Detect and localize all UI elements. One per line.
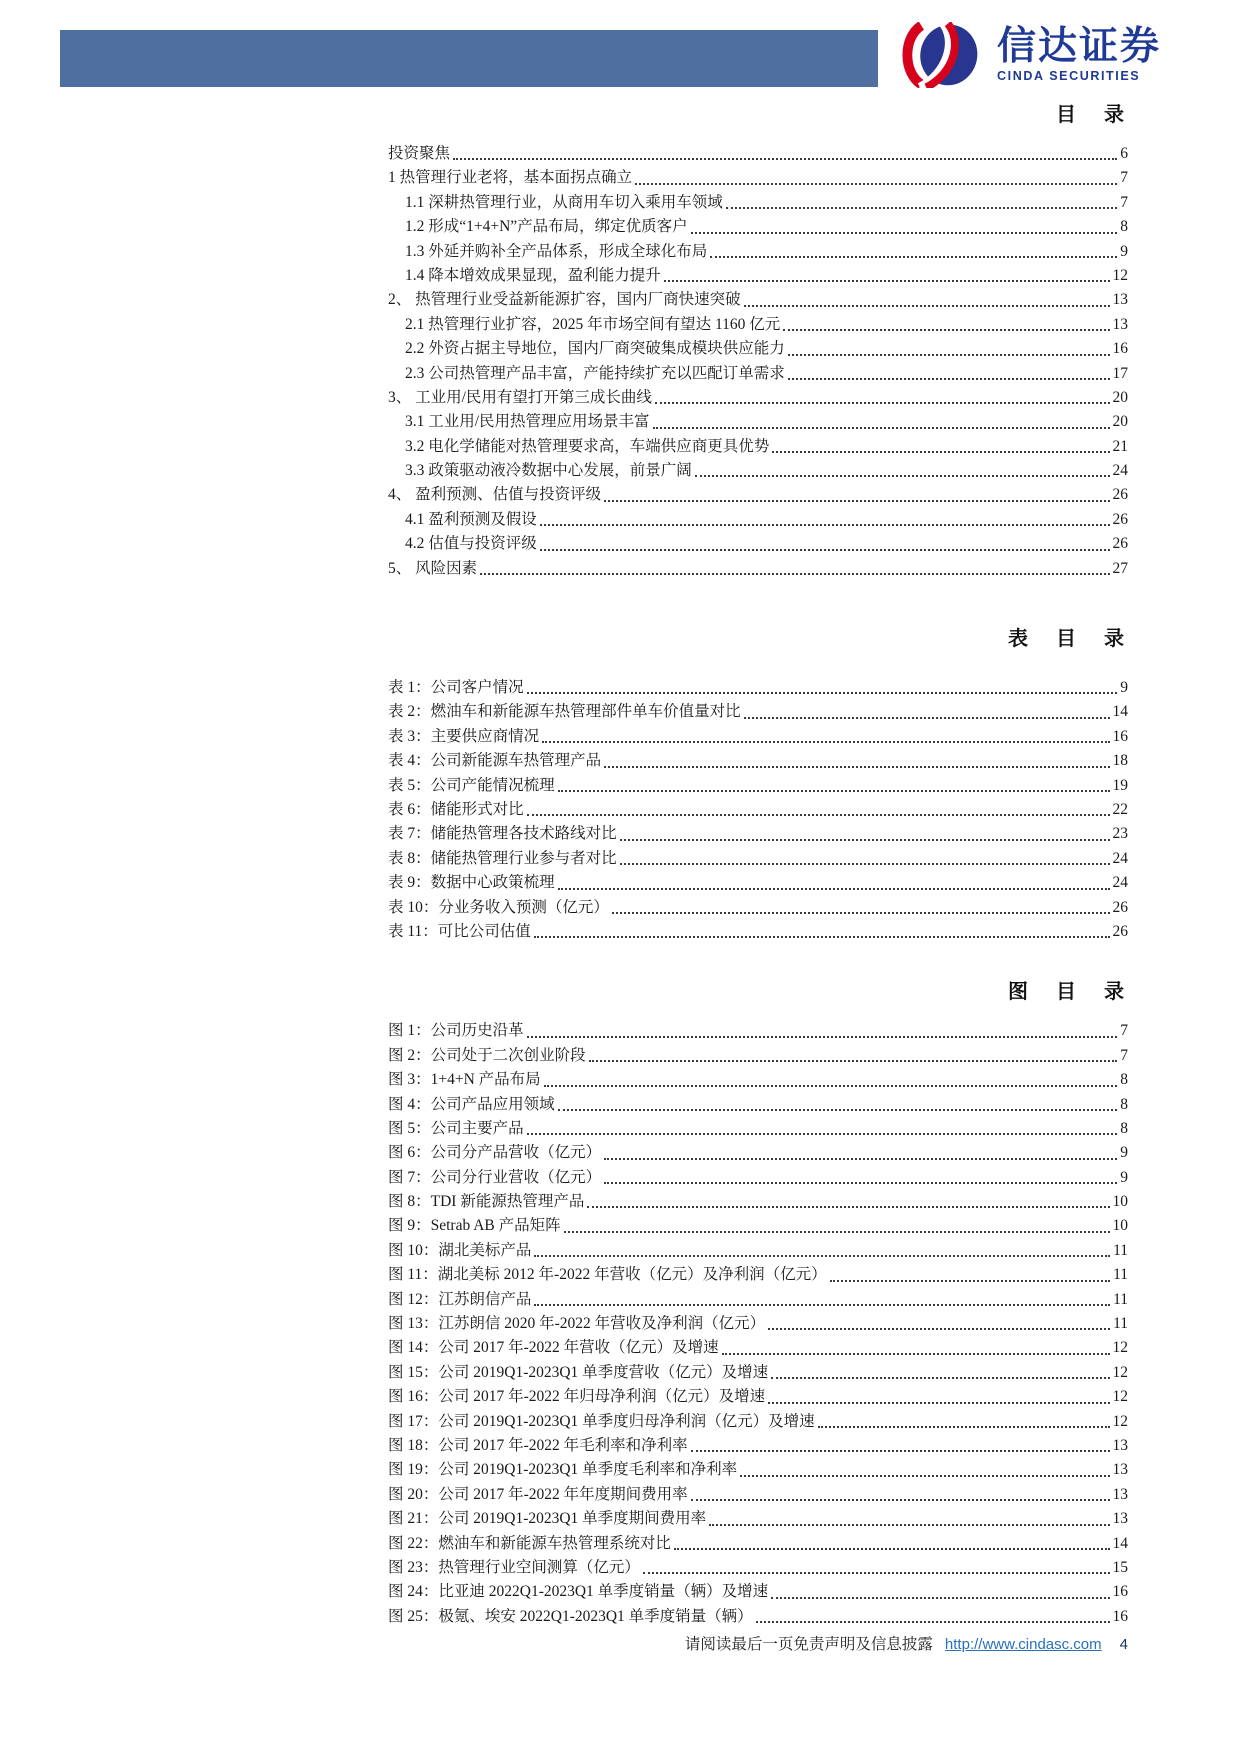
figure-toc-entry-page: 12 <box>1112 1339 1128 1357</box>
figure-toc-entry-label: 图 3：1+4+N 产品布局 <box>388 1071 541 1089</box>
dot-leader <box>604 1182 1117 1184</box>
figure-toc-entry-label: 图 13：江苏朗信 2020 年-2022 年营收及净利润（亿元） <box>388 1315 766 1333</box>
toc-entry-page: 26 <box>1112 510 1128 528</box>
figure-toc-entry-page: 11 <box>1113 1315 1128 1333</box>
figure-toc-entry-page: 10 <box>1112 1217 1128 1235</box>
dot-leader <box>788 354 1110 356</box>
figure-toc-entry-page: 12 <box>1112 1412 1128 1430</box>
dot-leader <box>540 524 1110 526</box>
figure-toc-entry[interactable] <box>388 1579 1128 1603</box>
toc-entry-label: 3.3 政策驱动液冷数据中心发展，前景广阔 <box>405 462 692 480</box>
table-toc-entry-page: 23 <box>1112 825 1128 843</box>
toc-entry-page: 8 <box>1120 218 1128 236</box>
dot-leader <box>534 1255 1110 1257</box>
logo-name-cn: 信达证券 <box>997 25 1162 69</box>
figure-toc-entry-label: 图 11：湖北美标 2012 年-2022 年营收（亿元）及净利润（亿元） <box>388 1266 827 1284</box>
dot-leader <box>527 1133 1118 1135</box>
toc-entry-page: 9 <box>1120 242 1128 260</box>
figure-toc-entry-label: 图 12：江苏朗信产品 <box>388 1290 532 1308</box>
figure-toc-entry-page: 13 <box>1112 1436 1128 1454</box>
dot-leader <box>768 1328 1110 1330</box>
dot-leader <box>604 500 1109 502</box>
figure-toc-entry-label: 图 9：Setrab AB 产品矩阵 <box>388 1217 561 1235</box>
table-toc-entry-page: 24 <box>1112 874 1128 892</box>
table-toc-entry-page: 24 <box>1112 849 1128 867</box>
dot-leader <box>587 1206 1109 1208</box>
dot-leader <box>544 1085 1118 1087</box>
table-toc-entry-page: 16 <box>1112 727 1128 745</box>
figure-toc-entry-label: 图 4：公司产品应用领域 <box>388 1095 555 1113</box>
figure-toc-entry[interactable] <box>388 1092 1128 1116</box>
toc-entry-label: 3.2 电化学储能对热管理要求高，车端供应商更具优势 <box>405 437 770 455</box>
toc-entry[interactable] <box>388 263 1128 287</box>
figure-toc-entry-page: 13 <box>1112 1461 1128 1479</box>
figure-toc-entry[interactable] <box>388 1335 1128 1359</box>
figure-toc-entry-label: 图 20：公司 2017 年-2022 年年度期间费用率 <box>388 1485 688 1503</box>
logo-name-en: CINDA SECURITIES <box>997 69 1141 84</box>
toc-entry[interactable] <box>388 385 1128 409</box>
figure-toc-entry-page: 13 <box>1112 1510 1128 1528</box>
figure-toc-entry-label: 图 19：公司 2019Q1-2023Q1 单季度毛利率和净利率 <box>388 1461 738 1479</box>
figure-toc-entry[interactable] <box>388 1555 1128 1579</box>
table-toc-entry-label: 表 10：分业务收入预测（亿元） <box>388 898 609 916</box>
figure-toc-entry-page: 16 <box>1112 1607 1128 1625</box>
dot-leader <box>726 207 1117 209</box>
figure-toc-entry-label: 图 14：公司 2017 年-2022 年营收（亿元）及增速 <box>388 1339 719 1357</box>
figure-toc-entry[interactable] <box>388 1604 1128 1628</box>
dot-leader <box>691 1499 1110 1501</box>
toc-entry-page: 16 <box>1112 340 1128 358</box>
dot-leader <box>643 1572 1110 1574</box>
figure-toc-entry-label: 图 17：公司 2019Q1-2023Q1 单季度归母净利润（亿元）及增速 <box>388 1412 815 1430</box>
figure-toc-entry-label: 图 25：极氪、埃安 2022Q1-2023Q1 单季度销量（辆） <box>388 1607 753 1625</box>
toc-entry-label: 4.1 盈利预测及假设 <box>405 510 537 528</box>
table-toc-entry[interactable] <box>388 699 1128 723</box>
toc-entry[interactable] <box>388 458 1128 482</box>
dot-leader <box>558 1109 1118 1111</box>
dot-leader <box>695 475 1110 477</box>
dot-leader <box>788 378 1110 380</box>
dot-leader <box>674 1548 1110 1550</box>
table-toc-entry-label: 表 1：公司客户情况 <box>388 679 524 697</box>
dot-leader <box>542 741 1109 743</box>
toc-entry-label: 2.3 公司热管理产品丰富，产能持续扩充以匹配订单需求 <box>405 364 785 382</box>
toc-entry-label: 4.2 估值与投资评级 <box>405 535 537 553</box>
toc-entry-label: 2、 热管理行业受益新能源扩容，国内厂商快速突破 <box>388 291 741 309</box>
toc-entry[interactable] <box>388 556 1128 580</box>
figure-toc-entry[interactable] <box>388 1409 1128 1433</box>
figure-toc-entry-label: 图 10：湖北美标产品 <box>388 1241 532 1259</box>
dot-leader <box>527 1036 1118 1038</box>
toc-entry-label: 2.2 外资占据主导地位，国内厂商突破集成模块供应能力 <box>405 340 785 358</box>
toc-entry-page: 13 <box>1112 291 1128 309</box>
table-toc-entry-page: 22 <box>1112 800 1128 818</box>
toc-entry-label: 1.2 形成“1+4+N”产品布局，绑定优质客户 <box>405 218 688 236</box>
toc-entry-label: 3、 工业用/民用有望打开第三成长曲线 <box>388 388 652 406</box>
dot-leader <box>664 280 1110 282</box>
toc-entry-page: 27 <box>1112 559 1128 577</box>
toc-main-list <box>388 141 1128 580</box>
figure-toc-entry[interactable] <box>388 1165 1128 1189</box>
figure-toc-entry[interactable] <box>388 1482 1128 1506</box>
table-toc-entry-page: 26 <box>1112 898 1128 916</box>
toc-entry-label: 2.1 热管理行业扩容，2025 年市场空间有望达 1160 亿元 <box>405 315 781 333</box>
toc-entry-page: 12 <box>1112 266 1128 284</box>
table-toc-entry[interactable] <box>388 821 1128 845</box>
toc-entry-page: 21 <box>1112 437 1128 455</box>
dot-leader <box>589 1060 1118 1062</box>
dot-leader <box>453 158 1117 160</box>
dot-leader <box>534 936 1110 938</box>
dot-leader <box>710 256 1117 258</box>
toc-entry-page: 17 <box>1112 364 1128 382</box>
figure-toc-entry-page: 12 <box>1112 1388 1128 1406</box>
toc-entry-label: 3.1 工业用/民用热管理应用场景丰富 <box>405 413 650 431</box>
toc-entry[interactable] <box>388 409 1128 433</box>
dot-leader <box>564 1231 1110 1233</box>
toc-entry[interactable] <box>388 336 1128 360</box>
figure-toc-entry-page: 11 <box>1113 1290 1128 1308</box>
figure-toc-entry-page: 9 <box>1120 1144 1128 1162</box>
figure-toc-entry[interactable] <box>388 1043 1128 1067</box>
figure-toc-entry-label: 图 15：公司 2019Q1-2023Q1 单季度营收（亿元）及增速 <box>388 1363 769 1381</box>
figure-toc-entry-label: 图 18：公司 2017 年-2022 年毛利率和净利率 <box>388 1436 688 1454</box>
dot-leader <box>818 1426 1110 1428</box>
table-toc-entry-label: 表 2：燃油车和新能源车热管理部件单车价值量对比 <box>388 703 741 721</box>
dot-leader <box>772 451 1109 453</box>
company-logo <box>888 22 1161 88</box>
table-toc-entry-page: 19 <box>1112 776 1128 794</box>
figure-toc-entry-page: 8 <box>1120 1071 1128 1089</box>
table-toc-entry-label: 表 3：主要供应商情况 <box>388 727 540 745</box>
figure-toc-entry-page: 13 <box>1112 1485 1128 1503</box>
toc-entry-page: 26 <box>1112 486 1128 504</box>
figure-toc-entry-label: 图 2：公司处于二次创业阶段 <box>388 1046 586 1064</box>
table-toc-entry-page: 18 <box>1112 752 1128 770</box>
toc-entry[interactable] <box>388 482 1128 506</box>
toc-entry-page: 13 <box>1112 315 1128 333</box>
dot-leader <box>612 912 1110 914</box>
figure-toc-entry[interactable] <box>388 1238 1128 1262</box>
dot-leader <box>558 888 1110 890</box>
table-toc-entry-page: 14 <box>1112 703 1128 721</box>
figure-toc-entry-label: 图 8：TDI 新能源热管理产品 <box>388 1193 585 1211</box>
toc-entry-label: 1 热管理行业老将，基本面拐点确立 <box>388 169 633 187</box>
figure-toc-entry[interactable] <box>388 1067 1128 1091</box>
toc-entry-page: 7 <box>1120 193 1128 211</box>
figure-toc-entry[interactable] <box>388 1360 1128 1384</box>
dot-leader <box>691 1450 1110 1452</box>
dot-leader <box>756 1621 1110 1623</box>
dot-leader <box>771 1377 1109 1379</box>
figure-toc-entry[interactable] <box>388 1116 1128 1140</box>
toc-figures-list <box>388 1018 1128 1628</box>
dot-leader <box>830 1280 1110 1282</box>
figure-toc-entry-page: 14 <box>1112 1534 1128 1552</box>
figure-toc-entry[interactable] <box>388 1140 1128 1164</box>
toc-tables-list <box>388 675 1128 943</box>
dot-leader <box>540 549 1110 551</box>
dot-leader <box>709 1524 1109 1526</box>
figure-toc-entry-label: 图 6：公司分产品营收（亿元） <box>388 1144 602 1162</box>
toc-entry[interactable] <box>388 361 1128 385</box>
dot-leader <box>771 1597 1109 1599</box>
toc-figures-heading: 图 目 录 <box>1008 981 1128 1004</box>
figure-toc-entry-page: 9 <box>1120 1168 1128 1186</box>
figure-toc-entry-page: 7 <box>1120 1022 1128 1040</box>
figure-toc-entry[interactable] <box>388 1433 1128 1457</box>
toc-content <box>388 98 1128 1628</box>
toc-entry[interactable] <box>388 141 1128 165</box>
figure-toc-entry-page: 11 <box>1113 1241 1128 1259</box>
figure-toc-entry[interactable] <box>388 1457 1128 1481</box>
figure-toc-entry-label: 图 16：公司 2017 年-2022 年归母净利润（亿元）及增速 <box>388 1388 766 1406</box>
toc-entry-label: 1.4 降本增效成果显现，盈利能力提升 <box>405 266 661 284</box>
toc-entry-label: 1.3 外延并购补全产品体系，形成全球化布局 <box>405 242 708 260</box>
table-toc-entry[interactable] <box>388 870 1128 894</box>
figure-toc-entry[interactable] <box>388 1506 1128 1530</box>
figure-toc-entry[interactable] <box>388 1531 1128 1555</box>
header-banner <box>60 30 878 87</box>
toc-entry[interactable] <box>388 531 1128 555</box>
figure-toc-entry-page: 11 <box>1113 1266 1128 1284</box>
figure-toc-entry-page: 8 <box>1120 1095 1128 1113</box>
toc-entry-page: 26 <box>1112 535 1128 553</box>
table-toc-entry-page: 9 <box>1120 679 1128 697</box>
table-toc-entry-label: 表 6：储能形式对比 <box>388 800 524 818</box>
toc-entry[interactable] <box>388 214 1128 238</box>
table-toc-entry[interactable] <box>388 919 1128 943</box>
dot-leader <box>527 814 1110 816</box>
toc-entry-page: 20 <box>1112 413 1128 431</box>
table-toc-entry[interactable] <box>388 773 1128 797</box>
cinda-logo-icon <box>888 22 990 88</box>
figure-toc-entry-label: 图 22：燃油车和新能源车热管理系统对比 <box>388 1534 671 1552</box>
toc-entry[interactable] <box>388 312 1128 336</box>
table-toc-entry-page: 26 <box>1112 922 1128 940</box>
figure-toc-entry-label: 图 1：公司历史沿革 <box>388 1022 524 1040</box>
figure-toc-entry[interactable] <box>388 1018 1128 1042</box>
table-toc-entry[interactable] <box>388 748 1128 772</box>
dot-leader <box>604 766 1109 768</box>
dot-leader <box>768 1402 1109 1404</box>
page-footer <box>0 1632 1128 1654</box>
toc-entry-label: 5、 风险因素 <box>388 559 478 577</box>
figure-toc-entry[interactable] <box>388 1287 1128 1311</box>
figure-toc-entry[interactable] <box>388 1262 1128 1286</box>
dot-leader <box>620 839 1110 841</box>
table-toc-entry-label: 表 7：储能热管理各技术路线对比 <box>388 825 617 843</box>
figure-toc-entry-page: 12 <box>1112 1363 1128 1381</box>
table-toc-entry-label: 表 5：公司产能情况梳理 <box>388 776 555 794</box>
figure-toc-entry-page: 8 <box>1120 1119 1128 1137</box>
figure-toc-entry-page: 15 <box>1112 1558 1128 1576</box>
table-toc-entry-label: 表 4：公司新能源车热管理产品 <box>388 752 602 770</box>
toc-entry-page: 6 <box>1120 145 1128 162</box>
dot-leader <box>744 305 1110 307</box>
toc-entry-label: 投资聚焦 <box>388 145 451 162</box>
figure-toc-entry-label: 图 24：比亚迪 2022Q1-2023Q1 单季度销量（辆）及增速 <box>388 1583 769 1601</box>
toc-entry-page: 7 <box>1120 169 1128 187</box>
figure-toc-entry[interactable] <box>388 1189 1128 1213</box>
dot-leader <box>740 1475 1109 1477</box>
toc-main-heading: 目 录 <box>1056 104 1128 126</box>
logo-text <box>997 27 1161 83</box>
table-toc-entry[interactable] <box>388 797 1128 821</box>
dot-leader <box>653 427 1110 429</box>
toc-entry[interactable] <box>388 165 1128 189</box>
table-toc-entry[interactable] <box>388 724 1128 748</box>
dot-leader <box>534 1304 1110 1306</box>
dot-leader <box>558 790 1110 792</box>
table-toc-entry-label: 表 8：储能热管理行业参与者对比 <box>388 849 617 867</box>
dot-leader <box>620 863 1110 865</box>
toc-entry-page: 24 <box>1112 462 1128 480</box>
figure-toc-entry-label: 图 5：公司主要产品 <box>388 1119 524 1137</box>
table-toc-entry-label: 表 11：可比公司估值 <box>388 922 531 940</box>
toc-entry-label: 4、 盈利预测、估值与投资评级 <box>388 486 602 504</box>
toc-entry[interactable] <box>388 239 1128 263</box>
footer-disclaimer: 请阅读最后一页免责声明及信息披露 <box>684 1636 933 1653</box>
dot-leader <box>527 692 1118 694</box>
figure-toc-entry-page: 10 <box>1112 1193 1128 1211</box>
footer-url-link[interactable]: http://www.cindasc.com <box>944 1636 1102 1653</box>
toc-entry[interactable] <box>388 434 1128 458</box>
dot-leader <box>691 232 1118 234</box>
toc-entry[interactable] <box>388 287 1128 311</box>
dot-leader <box>655 402 1110 404</box>
figure-toc-entry-page: 16 <box>1112 1583 1128 1601</box>
figure-toc-entry-label: 图 21：公司 2019Q1-2023Q1 单季度期间费用率 <box>388 1510 707 1528</box>
figure-toc-entry[interactable] <box>388 1213 1128 1237</box>
table-toc-entry[interactable] <box>388 675 1128 699</box>
table-toc-entry[interactable] <box>388 846 1128 870</box>
dot-leader <box>783 329 1109 331</box>
table-toc-entry-label: 表 9：数据中心政策梳理 <box>388 874 555 892</box>
toc-entry-page: 20 <box>1112 388 1128 406</box>
dot-leader <box>480 573 1109 575</box>
toc-entry[interactable] <box>388 190 1128 214</box>
table-toc-entry[interactable] <box>388 895 1128 919</box>
dot-leader <box>722 1353 1110 1355</box>
dot-leader <box>635 183 1117 185</box>
figure-toc-entry-label: 图 23：热管理行业空间测算（亿元） <box>388 1558 640 1576</box>
toc-tables-heading: 表 目 录 <box>1008 628 1128 651</box>
dot-leader <box>604 1158 1117 1160</box>
dot-leader <box>744 717 1110 719</box>
toc-entry-label: 1.1 深耕热管理行业，从商用车切入乘用车领域 <box>405 193 723 211</box>
figure-toc-entry-label: 图 7：公司分行业营收（亿元） <box>388 1168 602 1186</box>
figure-toc-entry[interactable] <box>388 1311 1128 1335</box>
figure-toc-entry[interactable] <box>388 1384 1128 1408</box>
footer-page-number: 4 <box>1119 1636 1128 1653</box>
toc-entry[interactable] <box>388 507 1128 531</box>
figure-toc-entry-page: 7 <box>1120 1046 1128 1064</box>
